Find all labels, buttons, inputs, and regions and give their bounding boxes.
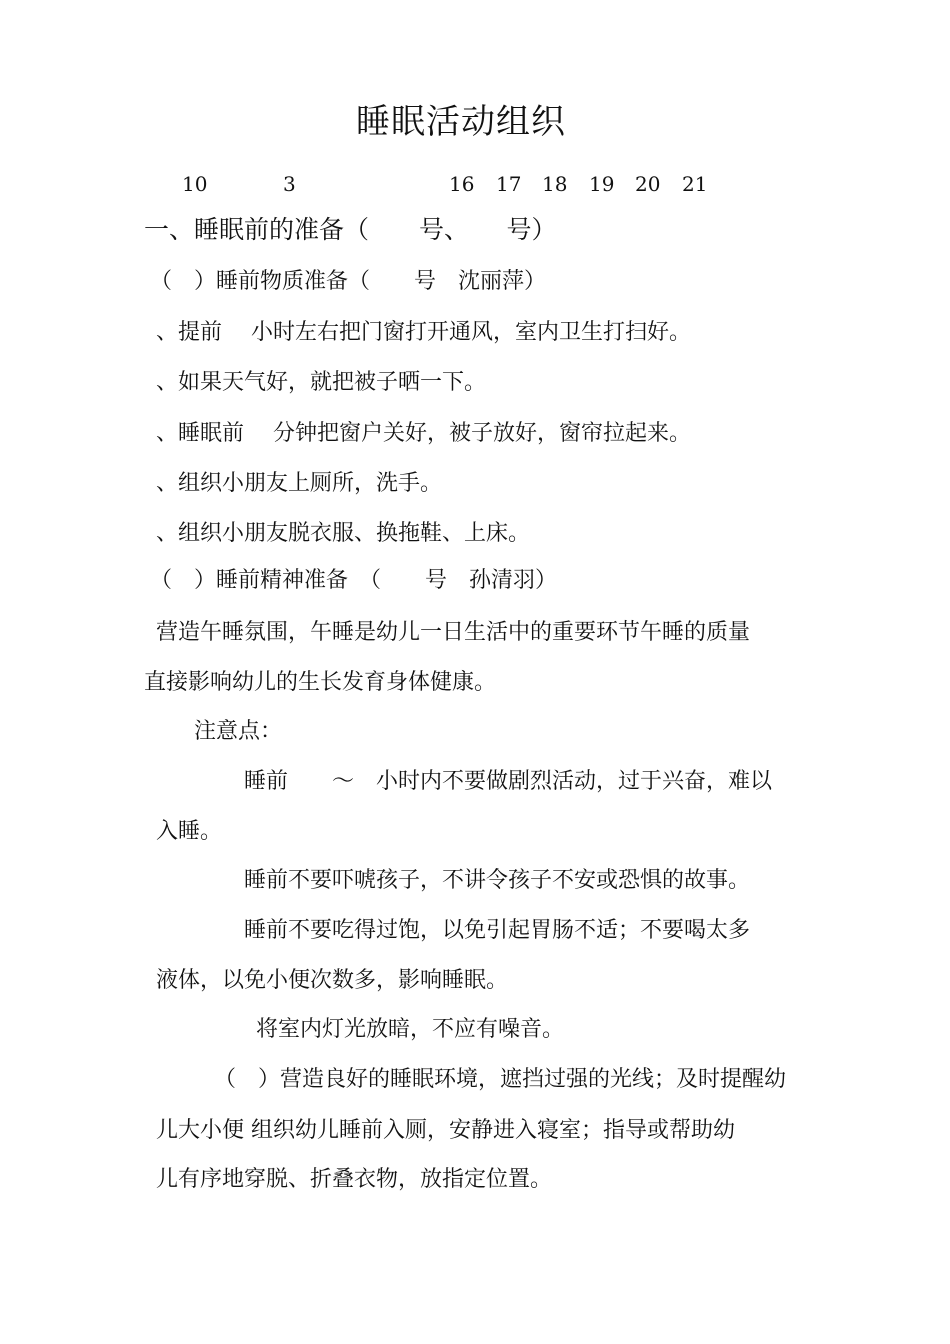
- number-item: 19: [589, 172, 615, 196]
- number-item: 18: [542, 172, 568, 196]
- list-item: 、提前 小时左右把门窗打开通风，室内卫生打扫好。: [156, 320, 691, 345]
- number-item: 10: [182, 172, 208, 196]
- number-row: [0, 170, 950, 198]
- number-item: 21: [682, 172, 708, 196]
- note-line: 睡前 ～ 小时内不要做剧烈活动，过于兴奋，难以: [244, 769, 773, 794]
- note-line: 入睡。: [156, 819, 223, 844]
- number-item: 3: [283, 172, 296, 196]
- number-item: 17: [496, 172, 522, 196]
- list-item: 、如果天气好，就把被子晒一下。: [156, 370, 487, 395]
- note-line: 将室内灯光放暗，不应有噪音。: [256, 1017, 565, 1042]
- number-item: 20: [635, 172, 661, 196]
- paragraph-line: （ ）营造良好的睡眠环境，遮挡过强的光线；及时提醒幼: [214, 1067, 787, 1092]
- page-title: 睡眠活动组织: [356, 102, 566, 142]
- number-item: 16: [449, 172, 475, 196]
- list-item: 、组织小朋友上厕所，洗手。: [156, 471, 443, 496]
- notes-label: 注意点：: [194, 719, 283, 744]
- subsection-heading: （ ）睡前物质准备（ 号 沈丽萍）: [150, 269, 547, 294]
- list-item: 、睡眠前 分钟把窗户关好，被子放好，窗帘拉起来。: [156, 421, 691, 446]
- list-item: 、组织小朋友脱衣服、换拖鞋、上床。: [156, 521, 531, 546]
- section-heading: 一、睡眠前的准备（ 号、 号）: [144, 215, 557, 244]
- subsection-heading: （ ）睡前精神准备 （ 号 孙清羽）: [150, 568, 558, 593]
- paragraph-line: 儿有序地穿脱、折叠衣物，放指定位置。: [156, 1167, 553, 1192]
- paragraph-line: 儿大小便 组织幼儿睡前入厕，安静进入寝室；指导或帮助幼: [156, 1118, 735, 1143]
- paragraph-line: 营造午睡氛围，午睡是幼儿一日生活中的重要环节午睡的质量: [156, 620, 751, 645]
- note-line: 睡前不要吓唬孩子，不讲令孩子不安或恐惧的故事。: [244, 868, 751, 893]
- note-line: 液体，以免小便次数多，影响睡眠。: [156, 968, 509, 993]
- paragraph-line: 直接影响幼儿的生长发育身体健康。: [144, 670, 497, 695]
- note-line: 睡前不要吃得过饱，以免引起胃肠不适；不要喝太多: [244, 918, 751, 943]
